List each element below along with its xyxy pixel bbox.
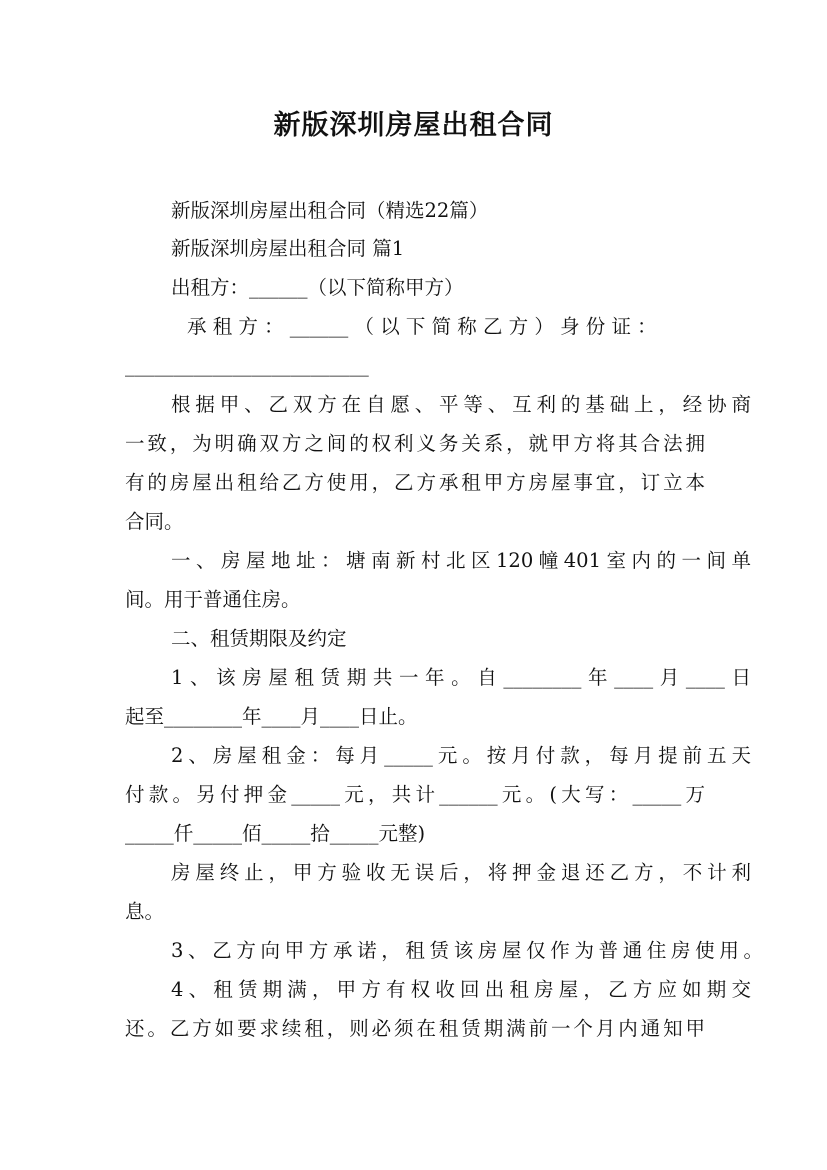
doc-line-expiry-2: 还。乙方如要求续租，则必须在租赁期满前一个月内通知甲 [125,1017,705,1040]
doc-line-address-2: 间。用于普通住房。 [125,588,301,611]
document-title: 新版深圳房屋出租合同 [273,110,554,141]
doc-line-section-heading: 新版深圳房屋出租合同 篇1 [171,237,405,260]
doc-line-rent-3: _____仟_____佰_____拾_____元整) [125,822,426,845]
doc-line-usage: 3、乙方向甲方承诺，租赁该房屋仅作为普通住房使用。 [171,939,763,962]
doc-line-preamble-1: 根据甲、乙双方在自愿、平等、互利的基础上，经协商 [171,393,751,416]
doc-line-preamble-4: 合同。 [125,510,184,533]
doc-line-subtitle: 新版深圳房屋出租合同（精选22篇） [171,199,489,222]
doc-line-term-2: 起至________年____月____日止。 [125,705,418,728]
doc-line-deposit-2: 息。 [125,900,165,923]
doc-line-expiry-1: 4、租赁期满，甲方有权收回出租房屋，乙方应如期交 [171,978,751,1001]
doc-line-id-blank: _________________________ [125,354,369,377]
doc-line-preamble-2: 一致，为明确双方之间的权利义务关系，就甲方将其合法拥 [125,432,705,455]
doc-line-lessor: 出租方：______（以下简称甲方） [171,276,464,299]
doc-line-rent-1: 2、房屋租金：每月_____元。按月付款，每月提前五天 [171,744,751,767]
doc-line-term-1: 1、该房屋租赁期共一年。自________年____月____日 [171,666,751,689]
doc-line-deposit-1: 房屋终止，甲方验收无误后，将押金退还乙方，不计利 [171,861,751,884]
doc-line-lessee: 承 租 方 ： ______ （ 以 下 简 称 乙 方 ） 身 份 证 ： [187,315,657,338]
doc-line-rent-2: 付款。另付押金_____元，共计______元。(大写：_____万 [125,783,705,806]
doc-line-preamble-3: 有的房屋出租给乙方使用，乙方承租甲方房屋事宜，订立本 [125,471,705,494]
doc-line-term-heading: 二、租赁期限及约定 [171,627,347,650]
doc-line-address-1: 一、房屋地址：塘南新村北区120幢401室内的一间单 [171,549,751,572]
